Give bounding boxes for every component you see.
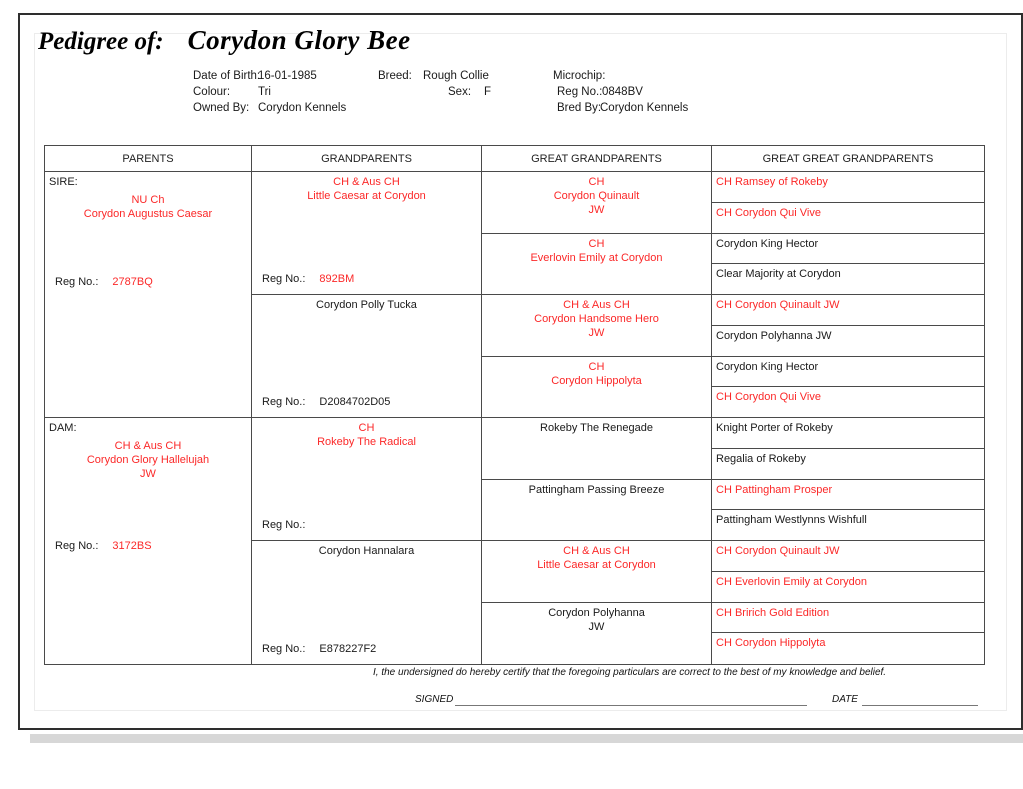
dam-cell [45,418,252,664]
name-line: Rokeby The Renegade [540,422,653,434]
reg-value: E878227F2 [319,643,377,655]
grandparent-name [252,172,481,203]
grandparent-reg-no [262,519,319,531]
grandparent-cell [252,172,482,295]
great-great-grandparent-cell: Regalia of Rokeby [712,449,984,480]
date-of-birth-value: 16-01-1985 [258,70,317,82]
great-great-grandparent-cell: Corydon Polyhanna JW [712,326,984,357]
certification-statement: I, the undersigned do hereby certify that the foregoing particulars are correct to the best of my knowledge and belief. [373,667,887,678]
name-line: CH [588,237,605,250]
great-great-grandparent-cell: Corydon King Hector [712,357,984,388]
colour-value: Tri [258,86,271,98]
grandparent-cell [252,295,482,418]
name-line: Corydon Polly Tucka [316,299,417,311]
great-great-grandparent-cell: Corydon King Hector [712,234,984,265]
name-line: CH & Aus CH [563,545,630,557]
name-line: Corydon Augustus Caesar [83,208,213,220]
great-great-grandparent-cell: CH Ramsey of Rokeby [712,172,984,203]
pedigree-certificate-page [18,13,1023,730]
breed-value: Rough Collie [423,70,489,82]
reg-value: 892BM [319,273,355,285]
name-line: Corydon Quinault [553,190,640,202]
great-grandparent-cell [482,603,712,665]
breed-label: Breed: [378,70,412,82]
great-great-grandparent-cell: CH Corydon Quinault JW [712,295,984,326]
reg-value: 2787BQ [112,276,153,288]
colour-label: Colour: [193,86,231,98]
dam-name [45,439,251,481]
date-signature-line [862,705,978,706]
reg-label: Reg No.: [262,643,306,655]
microchip-label: Microchip: [553,70,606,82]
reg-value: 3172BS [112,540,152,552]
reg-value: D2084702D05 [319,396,391,408]
dog-name: Corydon Glory Bee [187,25,411,55]
dam-role-label: DAM: [49,422,77,434]
grandparent-name [252,418,481,449]
header-grandparents: GRANDPARENTS [252,146,482,172]
great-great-grandparent-cell: Pattingham Westlynns Wishfull [712,510,984,541]
header-great-grandparents: GREAT GRANDPARENTS [482,146,712,172]
sex-value: F [484,86,492,98]
pedigree-of-label: Pedigree of: [38,28,164,55]
reg-label: Reg No.: [262,273,306,285]
name-line: JW [588,620,605,633]
great-grandparent-name [482,480,711,497]
date-label: DATE [832,694,858,705]
name-line: CH & Aus CH [563,299,630,311]
grandparent-reg-no [262,643,376,655]
sire-reg-no [55,276,153,288]
name-line: NU Ch [131,194,165,206]
date-of-birth-label: Date of Birth: [193,70,261,82]
name-line: JW [140,468,156,480]
sex-label: Sex: [448,86,472,98]
name-line: CH & Aus CH [114,440,182,452]
great-grandparent-name [482,234,711,265]
grandparent-cell [252,541,482,664]
owned-by-label: Owned By: [193,102,250,114]
pedigree-table [44,145,985,665]
great-great-grandparent-cell: CH Everlovin Emily at Corydon [712,572,984,603]
great-grandparent-name [482,295,711,340]
name-line: Pattingham Passing Breeze [528,483,665,496]
great-grandparent-name [482,603,711,634]
great-great-grandparent-cell: CH Corydon Hippolyta [716,637,826,650]
great-grandparent-name [482,357,711,388]
great-grandparent-name [482,172,711,217]
grandparent-cell [252,418,482,541]
name-line: JW [588,204,605,216]
name-line: CH [588,360,605,373]
name-line: Rokeby The Radical [317,436,416,448]
signed-label: SIGNED [415,694,454,705]
great-great-grandparent-cell: CH Corydon Qui Vive [712,387,984,418]
great-grandparent-cell [482,234,712,296]
title-bar [38,25,411,56]
grandparent-reg-no [262,273,354,285]
name-line: Corydon Glory Hallelujah [86,454,210,466]
great-great-grandparent-cell: CH Corydon Quinault JW [712,541,984,572]
reg-label: Reg No.: [262,396,306,408]
name-line: CH [358,422,375,434]
name-line: JW [588,327,605,339]
signed-signature-line [455,705,807,706]
dam-reg-no [55,540,152,552]
reg-label: Reg No.: [55,276,99,288]
reg-label: Reg No.: [55,540,99,552]
great-grandparent-name [482,541,711,572]
reg-label: Reg No.: [262,519,306,531]
page-drop-shadow [30,734,1023,743]
great-grandparent-cell [482,295,712,357]
reg-no-label: Reg No.: [557,86,603,98]
great-grandparent-cell [482,172,712,234]
great-grandparent-cell [482,480,712,542]
sire-name [45,193,251,221]
sire-cell [45,172,252,418]
name-line: Corydon Polyhanna [548,606,645,619]
name-line: Corydon Hannalara [318,545,415,557]
great-great-grandparent-cell: CH Corydon Qui Vive [712,203,984,234]
bred-by-value: Corydon Kennels [600,102,689,114]
sire-role-label: SIRE: [49,176,78,188]
great-grandparent-cell [482,541,712,603]
name-line: Corydon Hippolyta [551,374,642,387]
name-line: Everlovin Emily at Corydon [530,251,663,264]
grandparent-name [252,295,481,312]
name-line: Corydon Handsome Hero [534,313,659,325]
name-line: CH [588,176,605,188]
grandparent-name [252,541,481,558]
reg-no-value: 0848BV [602,86,643,98]
great-grandparent-cell [482,357,712,419]
great-grandparent-cell [482,418,712,480]
great-great-grandparent-cell: CH Bririch Gold Edition [712,603,984,634]
name-line: Little Caesar at Corydon [307,190,426,202]
grandparent-reg-no [262,396,390,408]
owned-by-value: Corydon Kennels [258,102,347,114]
great-great-grandparent-cell: Knight Porter of Rokeby [712,418,984,449]
name-line: CH & Aus CH [333,176,400,188]
great-great-grandparent-cell: Clear Majority at Corydon [712,264,984,295]
header-parents: PARENTS [45,146,252,172]
great-great-grandparent-cell: CH Pattingham Prosper [712,480,984,511]
name-line: Little Caesar at Corydon [537,559,656,571]
header-great-great-grandparents: GREAT GREAT GRANDPARENTS [712,146,984,172]
great-grandparent-name [482,418,711,435]
bred-by-label: Bred By: [557,102,602,114]
